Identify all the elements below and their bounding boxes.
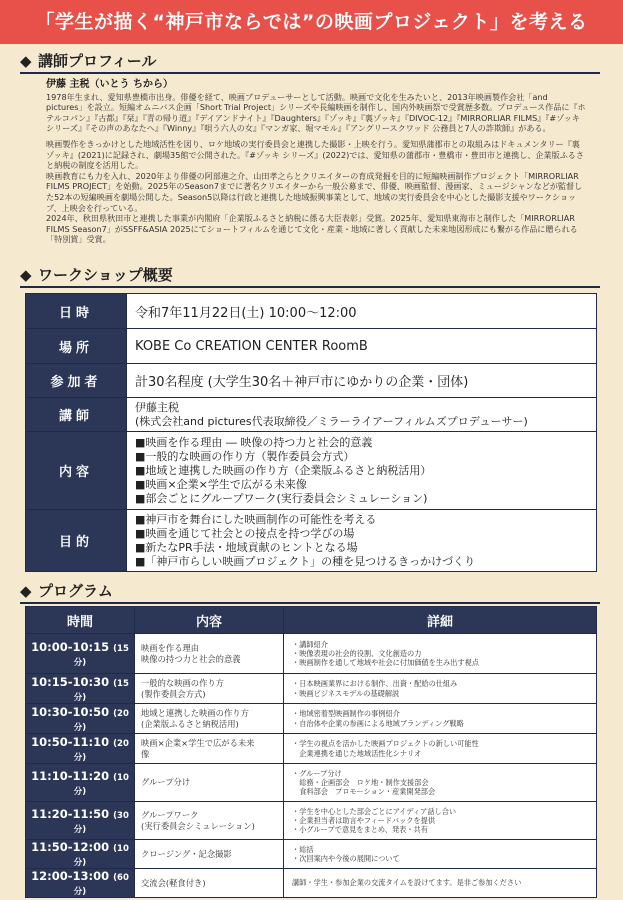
program-row [26, 840, 597, 869]
detail-line: ・講師紹介 [292, 639, 328, 649]
detail-line: 食料部会 プロモーション・産業開発部会 [292, 787, 436, 797]
program-detail [284, 634, 597, 674]
program-content [135, 734, 284, 764]
program-detail [284, 734, 597, 764]
duration: (20分) [73, 738, 129, 763]
purpose-item: ■新たなPR手法・地域貢献のヒントとなる場 [135, 540, 358, 554]
value-venue: KOBE Co CREATION CENTER RoomB [127, 329, 597, 364]
header-detail: 詳細 [284, 607, 597, 634]
duration: (15分) [73, 678, 129, 703]
content-line: クロージング・記念撮影 [141, 848, 232, 859]
content-item: ■映画×企業×学生で広がる未来像 [135, 477, 307, 491]
program-row [26, 764, 597, 802]
time-range: 10:30-10:50 [31, 704, 110, 719]
detail-line: ・企業担当者は助言やフィードバックを提供 [292, 815, 436, 825]
time-range: 11:50-12:00 [31, 840, 110, 854]
header-time: 時間 [26, 607, 135, 634]
detail-line: ・学生の視点を活かした映画プロジェクトの新しい可能性 [292, 739, 479, 749]
program-content [135, 674, 284, 704]
speaker-profile [46, 80, 586, 250]
program-row [26, 869, 597, 898]
value-datetime: 令和7年11月22日(土) 10:00～12:00 [127, 294, 597, 329]
program-time [26, 634, 135, 674]
overview-table [25, 293, 597, 572]
content-line: 映像の持つ力と社会的意義 [141, 653, 241, 664]
program-content [135, 764, 284, 802]
label-venue: 場所 [26, 329, 127, 364]
program-row [26, 734, 597, 764]
section-header-profile [20, 50, 600, 72]
label-datetime: 日時 [26, 294, 127, 329]
section-title: 講師プロフィール [38, 52, 157, 70]
program-time [26, 734, 135, 764]
content-line: (実行委員会シミュレーション) [141, 820, 255, 831]
value-participants: 計30名程度 (大学生30名＋神戸市にゆかりの企業・団体) [127, 364, 597, 398]
time-range: 10:15-10:30 [31, 674, 110, 689]
program-content [135, 869, 284, 898]
content-item: ■地域と連携した映画の作り方（企業版ふるさと納税活用） [135, 463, 432, 477]
content-line: 像 [141, 748, 150, 759]
section-header-program [20, 580, 600, 602]
content-line: 交流会(軽食付き) [141, 877, 206, 888]
duration: (15分) [73, 643, 129, 668]
value-speaker [127, 398, 597, 432]
section-title: ワークショップ概要 [38, 266, 173, 284]
program-detail [284, 764, 597, 802]
detail-line: ・映像表現の社会的役割、文化創造の力 [292, 648, 422, 658]
detail-line: ・映画ビジネスモデルの基礎解説 [292, 688, 400, 698]
value-content [127, 432, 597, 510]
content-line: グループ分け [141, 777, 191, 788]
program-header-row [26, 607, 597, 634]
program-time [26, 802, 135, 840]
speaker-line: (株式会社and pictures代表取締役／ミラーライアーフィルムズプロデューサー) [135, 414, 528, 428]
detail-line: ・映画制作を通して地域や社会に付加価値を生み出す視点 [292, 658, 479, 668]
label-speaker: 講師 [26, 398, 127, 432]
section-title: プログラム [38, 582, 113, 600]
program-content [135, 704, 284, 734]
time-range: 12:00-13:00 [31, 869, 110, 883]
detail-line: 企業連携を通じた地域活性化シナリオ [292, 748, 422, 758]
content-item: ■映画を作る理由 ― 映像の持つ力と社会的意義 [135, 435, 373, 449]
duration: (10分) [73, 844, 129, 868]
duration: (10分) [73, 772, 129, 797]
program-detail [284, 674, 597, 704]
duration: (20分) [73, 708, 129, 733]
duration: (30分) [73, 810, 129, 835]
speaker-line: 伊藤主税 [135, 400, 179, 414]
overview-row-purpose [26, 510, 597, 572]
program-time [26, 764, 135, 802]
section-header-overview [20, 264, 600, 286]
content-item: ■部会ごとにグループワーク(実行委員会シミュレーション) [135, 491, 428, 505]
speaker-name: 伊藤 主税（いとう ちから） [46, 79, 173, 90]
label-content: 内容 [26, 432, 127, 510]
purpose-item: ■神戸市を舞台にした映画制作の可能性を考える [135, 512, 377, 526]
section-underline [20, 286, 600, 288]
overview-row-participants [26, 364, 597, 398]
overview-row-datetime [26, 294, 597, 329]
content-line: 映画を作る理由 [141, 643, 200, 653]
program-row [26, 634, 597, 674]
program-detail [284, 802, 597, 840]
program-table [25, 606, 597, 898]
program-content [135, 840, 284, 869]
time-range: 10:50-11:10 [31, 734, 110, 749]
content-line: グループワーク [141, 810, 199, 820]
content-item: ■一般的な映画の作り方（製作委員会方式） [135, 449, 355, 463]
detail-line: ・学生を中心とした部会ごとにアイディア話し合い [292, 806, 457, 816]
label-purpose: 目的 [26, 510, 127, 572]
detail-line: ・総括 [292, 844, 314, 854]
program-detail [284, 840, 597, 869]
value-purpose [127, 510, 597, 572]
profile-paragraph: 映画製作をきっかけとした地域活性を図り、ロケ地域の実行委員会と連携した撮影・上映を行う。愛知県蒲郡市との取組みはドキュメンタリー『裏ゾッキ』(2021)に記録され、劇場35館で公開された。『#ゾッキ シリーズ』(2022)では、愛知県の蒲郡市・豊橋市・豊田市と連携し、企業版ふるさと納税の制度を活用した。 [46, 138, 584, 171]
profile-paragraph: 1978年生まれ、愛知県豊橋市出身。俳優を経て、映画プロデューサーとして活動。映画で文化を生みたいと、2013年映画製作会社「and pictures」を設立。短編オムニバス企画「Short Trial Project」シリーズや長編映画を制作し、国内外映画祭で受賞歴多数。プロデュース作品に『ホテルコパン』『古都』『栞』『青の帰り道』『デイアンドナイト』『Daughters』『ゾッキ』『裏ゾッキ』『DIVOC-12』『MIRRORLIAR FILMS』『#ゾッキ シリーズ』『その声のあなたへ』『Winny』『唄う六人の女』『マンガ家、堀マモル』『アングリースクワッド 公務員と7人の詐欺師』がある。 [46, 91, 586, 134]
time-range: 11:10-11:20 [31, 768, 110, 783]
program-row [26, 704, 597, 734]
program-detail [284, 869, 597, 898]
program-row [26, 674, 597, 704]
program-time [26, 840, 135, 869]
header-content: 内容 [135, 607, 284, 634]
section-underline [20, 602, 600, 604]
program-time [26, 869, 135, 898]
purpose-item: ■映画を通じて社会との接点を持つ学びの場 [135, 526, 355, 540]
overview-row-speaker [26, 398, 597, 432]
program-time [26, 674, 135, 704]
detail-line: ・グループ分け [292, 768, 342, 778]
detail-line: ・次回案内や今後の展開について [292, 854, 400, 863]
program-detail [284, 704, 597, 734]
purpose-item: ■「神戸市らしい映画プロジェクト」の種を見つけるきっかけづくり [135, 554, 476, 568]
time-range: 11:20-11:50 [31, 806, 110, 821]
program-content [135, 802, 284, 840]
content-line: (企業版ふるさと納税活用) [141, 718, 239, 729]
detail-line: 講師・学生・参加企業の交流タイムを設けてます。是非ご参加ください [292, 878, 522, 888]
program-content [135, 634, 284, 674]
diamond-icon: ◆ [20, 582, 32, 600]
content-line: 一般的な映画の作り方 [141, 678, 224, 688]
detail-line: ・小グループで意見をまとめ、発表・共有 [292, 825, 428, 835]
profile-paragraph: 2024年、秋田県秋田市と連携した事業が内閣府「企業版ふるさと納税に係る大臣表彰」受賞。2025年、愛知県東海市と制作した「MIRRORLIAR FILMS Season7」がSSFF&ASIA 2025にてショートフィルムを通じて文化・産業・地域に著しく貢献した未来地図形成にも繋がる作品に贈られる「特別賞」受賞。 [46, 213, 578, 245]
label-participants: 参加者 [26, 364, 127, 398]
detail-line: 総務・企画部会 ロケ地・制作支援部会 [292, 777, 429, 787]
detail-line: ・地域密着型映画制作の事例紹介 [292, 709, 400, 719]
detail-line: ・日本映画業界における制作、出資・配給の仕組み [292, 679, 458, 689]
duration: (60分) [73, 873, 129, 897]
page-title: 「学生が描く“神戸市ならでは”の映画プロジェクト」を考える [0, 0, 623, 44]
diamond-icon: ◆ [20, 266, 32, 284]
content-line: (製作委員会方式) [141, 688, 206, 699]
program-time [26, 704, 135, 734]
detail-line: ・自治体や企業の参画による地域ブランディング戦略 [292, 718, 464, 728]
time-range: 10:00-10:15 [31, 639, 110, 654]
overview-row-venue [26, 329, 597, 364]
content-line: 地域と連携した映画の作り方 [141, 708, 249, 718]
diamond-icon: ◆ [20, 52, 32, 70]
overview-row-content [26, 432, 597, 510]
section-underline [20, 72, 600, 74]
content-line: 映画×企業×学生で広がる未来 [141, 738, 255, 748]
program-row [26, 802, 597, 840]
profile-paragraph: 映画教育にも力を入れ、2020年より俳優の阿部進之介、山田孝之らとクリエイターの育成発掘を目的に短編映画制作プロジェクト「MIRRORLIAR FILMS PROJECT」を始動。2025年のSeason7までに著名クリエイターから一般公募まで、俳優、映画監督、漫画家、ミュージシャンなどが監督した52本の短編映画を劇場公開した。Season5以降は行政と連携した地域振興事業として、地域の実行委員会を中心とした撮影支援やワークショップ、上映会を行っている。 [46, 170, 583, 213]
